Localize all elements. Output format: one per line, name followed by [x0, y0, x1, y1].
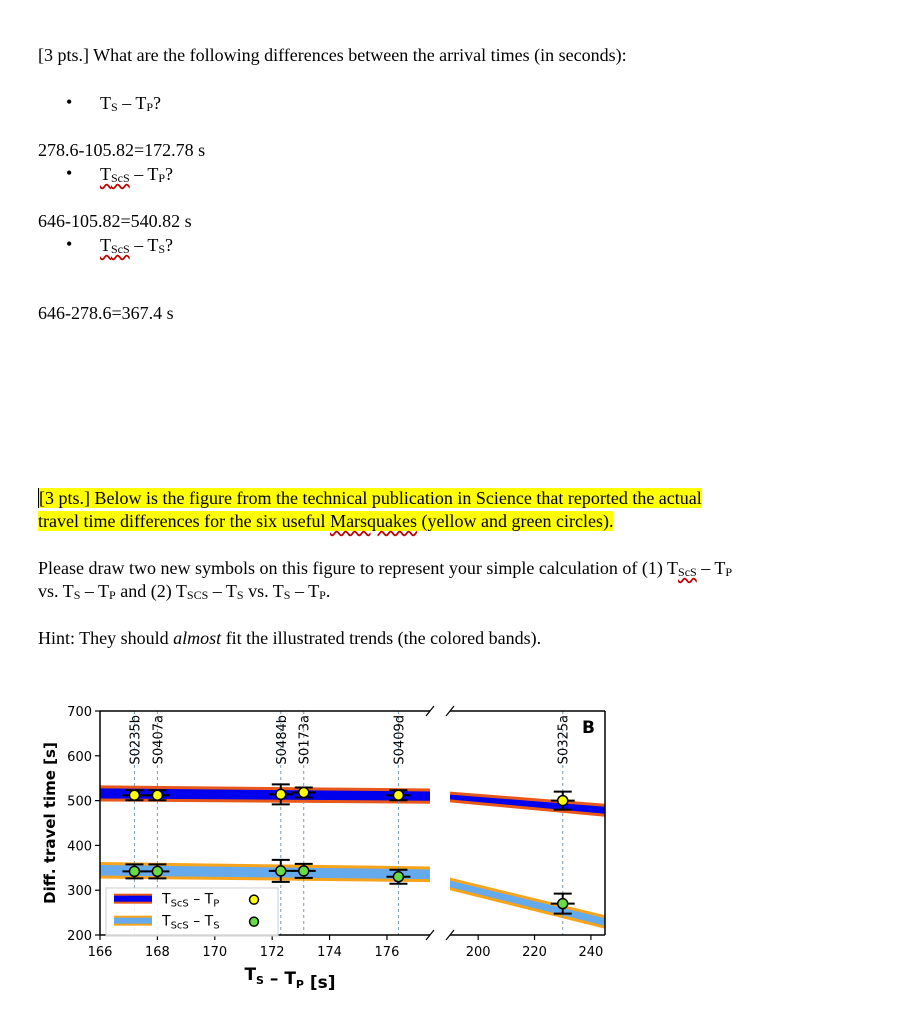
x-tick-label: 172	[259, 945, 285, 960]
legend-marker	[250, 917, 259, 926]
bullet-marker: •	[66, 92, 73, 112]
x-tick-label: 176	[374, 945, 400, 960]
scs-tp-point	[393, 790, 403, 800]
question-1-heading: [3 pts.] What are the following differences between the arrival times (in seconds):	[38, 45, 627, 65]
legend-label: TScS – TS	[162, 913, 220, 932]
event-label: S0407a	[151, 715, 167, 765]
legend-marker	[250, 895, 259, 904]
scs-tp-point	[129, 790, 139, 800]
scs-ts-band-right	[450, 881, 605, 926]
y-tick-label: 300	[67, 884, 92, 900]
event-label: S0173a	[297, 715, 313, 765]
bullet-marker: •	[66, 163, 73, 183]
x-tick-label: 240	[578, 945, 604, 960]
y-tick-label: 200	[67, 929, 92, 944]
answer-1c: 646-278.6=367.4 s	[38, 303, 174, 323]
y-tick-label: 400	[67, 839, 92, 855]
legend-label: TScS – TP	[162, 891, 220, 910]
scs-ts-point	[152, 866, 162, 876]
answer-1b: 646-105.82=540.82 s	[38, 211, 192, 231]
scs-ts-point	[276, 866, 286, 876]
question-2-instruction-line-2: vs. TS – TP and (2) TSCS – TS vs. TS – TP.	[38, 581, 331, 602]
y-axis-label: Diff. travel time [s]	[41, 742, 59, 904]
answer-1a: 278.6-105.82=172.78 s	[38, 140, 206, 160]
x-tick-label: 220	[522, 945, 547, 960]
scs-tp-point	[152, 790, 162, 800]
travel-time-figure	[38, 697, 608, 997]
x-tick-label: 168	[144, 945, 170, 960]
event-label: S0325a	[556, 715, 572, 765]
scs-ts-point	[129, 866, 139, 876]
question-1a: TS – TP?	[100, 93, 162, 114]
legend	[106, 888, 278, 936]
scs-ts-point	[299, 866, 309, 876]
hint-text: Hint: They should almost fit the illustrated trends (the colored bands).	[38, 628, 542, 648]
scs-tp-point	[558, 796, 568, 806]
question-2-line-2: travel time differences for the six useful Marsquakes (yellow and green circles).	[38, 511, 614, 531]
legend-swatch	[114, 918, 152, 924]
x-tick-label: 200	[465, 945, 491, 960]
legend-swatch	[114, 896, 152, 902]
x-tick-label: 170	[202, 945, 228, 960]
x-tick-label: 166	[87, 945, 113, 960]
scs-ts-point	[558, 899, 568, 909]
event-label: S0409d	[392, 715, 408, 765]
question-1c: TScS – TS?	[100, 235, 174, 256]
question-2-line-1: [3 pts.] Below is the figure from the technical publication in Science that reported the actual	[39, 488, 702, 508]
x-tick-label: 174	[317, 945, 342, 960]
x-axis-label: $T_S - T_P$ [s]	[244, 965, 336, 993]
event-label: S0484b	[274, 715, 290, 765]
question-2-instruction-line-1: Please draw two new symbols on this figure to represent your simple calculation of (1) TScS – TP	[38, 558, 733, 579]
panel-label: B	[582, 718, 595, 738]
scs-ts-point	[393, 872, 403, 882]
question-1b: TScS – TP?	[100, 164, 174, 185]
y-tick-label: 500	[67, 794, 92, 810]
scs-tp-point	[299, 788, 309, 798]
scs-tp-point	[276, 789, 286, 799]
bullet-marker: •	[66, 234, 73, 254]
event-label: S0235b	[128, 715, 144, 765]
y-tick-label: 700	[67, 705, 92, 720]
y-tick-label: 600	[67, 749, 92, 765]
